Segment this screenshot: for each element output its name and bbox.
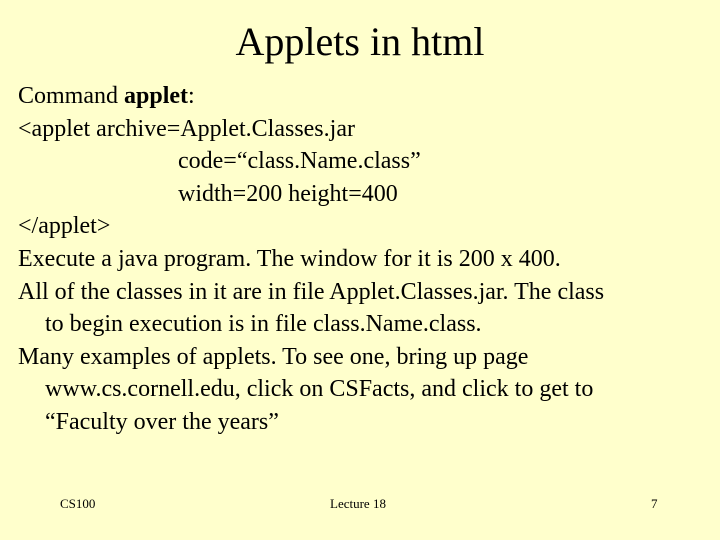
bullet-line-continued: “Faculty over the years” [45, 408, 279, 435]
footer-lecture: Lecture 18 [330, 496, 386, 511]
command-prefix: Command [18, 83, 124, 109]
code-line: </applet> [18, 213, 111, 240]
command-keyword: applet [124, 83, 189, 109]
slide-body [18, 80, 708, 439]
command-suffix: : [188, 83, 195, 109]
bullet-line-continued: www.cs.cornell.edu, click on CSFacts, and click to get to [45, 376, 594, 403]
footer-page-number: 7 [651, 496, 658, 511]
code-line: <applet archive=Applet.Classes.jar [18, 115, 355, 142]
command-line [18, 80, 708, 113]
code-line: code=“class.Name.class” [178, 148, 421, 175]
bullet-line: Execute a java program. The window for it is 200 x 400. [18, 245, 561, 272]
slide-title: Applets in html [235, 19, 485, 64]
bullet-line-continued: to begin execution is in file class.Name.class. [45, 311, 482, 338]
bullet-line: Many examples of applets. To see one, bring up page [18, 343, 529, 370]
code-line: width=200 height=400 [178, 180, 398, 207]
footer-course: CS100 [60, 496, 96, 511]
bullet-line: All of the classes in it are in file Applet.Classes.jar. The class [18, 278, 605, 305]
